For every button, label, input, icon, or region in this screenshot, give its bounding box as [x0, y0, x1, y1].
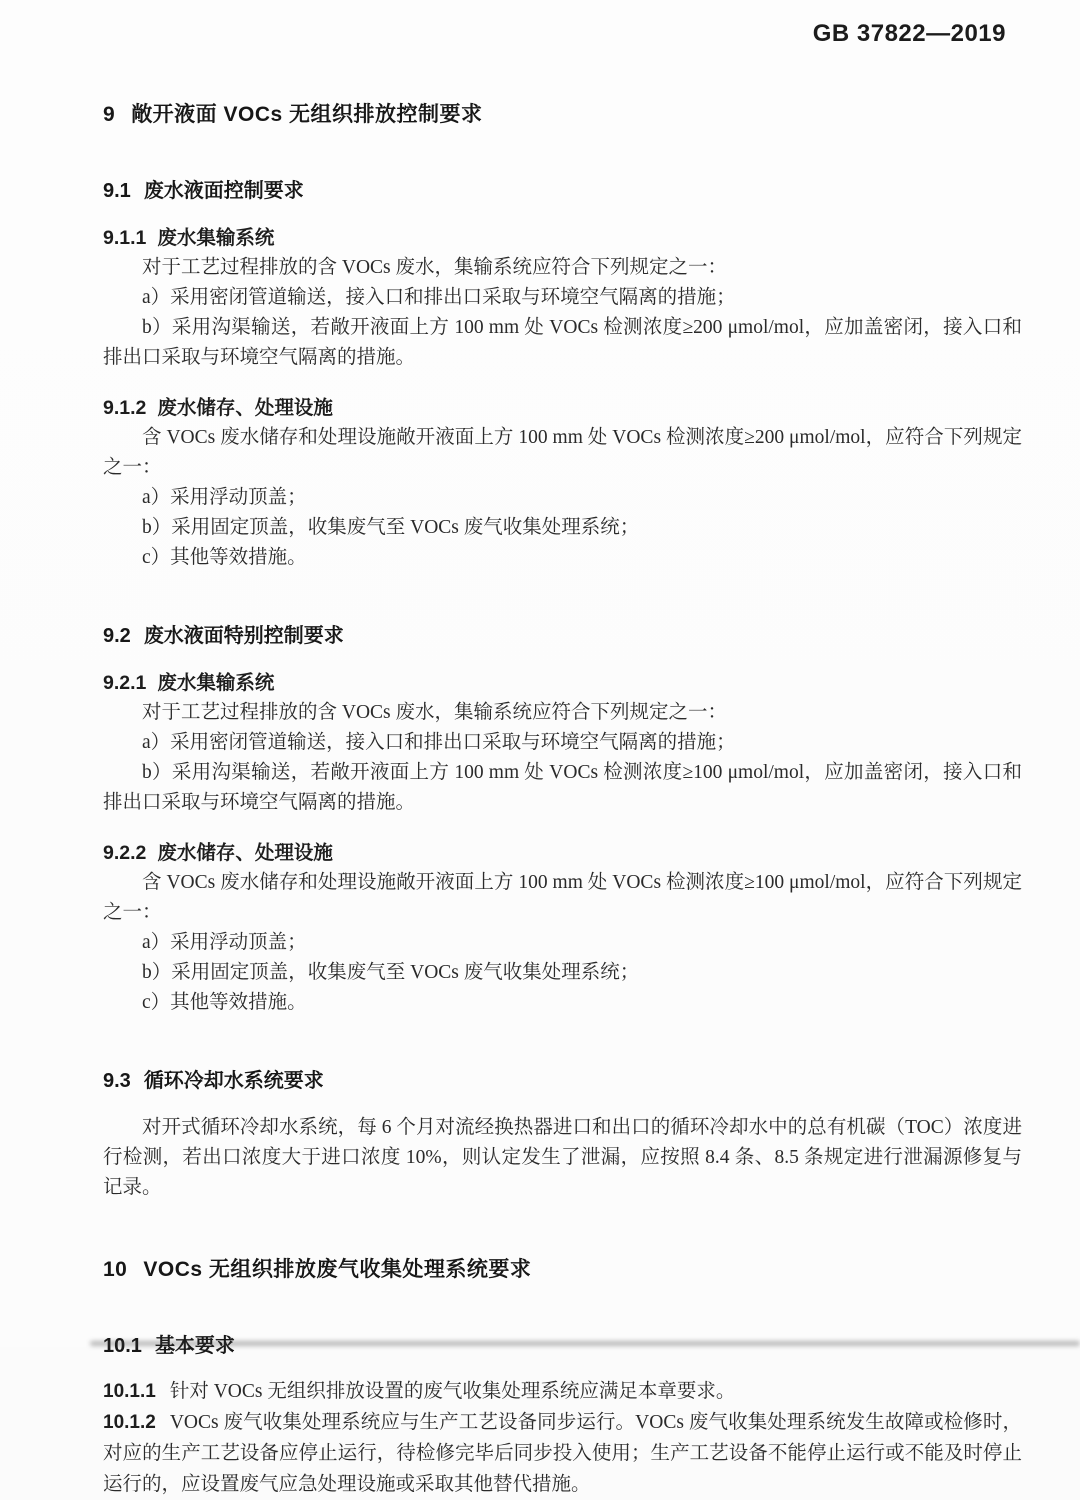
clause-text: 废水液面特别控制要求 [143, 625, 344, 647]
paragraph: c）其他等效措施。 [142, 992, 307, 1013]
clause-text: 废水储存、处理设施 [157, 842, 333, 864]
clause-text: VOCs 废气收集处理系统应与生产工艺设备同步运行。VOCs 废气收集处理系统发生故障或检修时，对应的生产工艺设备应停止运行，待检修完毕后同步投入使用；生产工艺设备不能停止运行或不能及时停止运行的，应设置废气应急处理设施或采取其他替代措施。 [103, 1412, 1022, 1495]
paragraph: 对于工艺过程排放的含 VOCs 废水，集输系统应符合下列规定之一： [142, 702, 728, 723]
clause-number: 10.1.2 [103, 1412, 156, 1433]
clause-number: 9 [103, 103, 116, 126]
section-heading [103, 619, 1022, 648]
clause-number: 9.1.2 [103, 397, 147, 419]
paragraph: a）采用密闭管道输送，接入口和排出口采取与环境空气隔离的措施； [142, 732, 736, 753]
paragraph: a）采用浮动顶盖； [142, 932, 307, 953]
clause-heading [103, 667, 1022, 695]
clause-number: 10.1 [103, 1335, 142, 1357]
clause-heading [103, 392, 1022, 420]
clause-heading [103, 222, 1022, 250]
clause-number: 10 [103, 1258, 128, 1281]
clause-text: 废水集输系统 [157, 227, 275, 249]
paragraph: 含 VOCs 废水储存和处理设施敞开液面上方 100 mm 处 VOCs 检测浓度≥200 μmol/mol，应符合下列规定之一： [103, 427, 1022, 478]
clause-text: 基本要求 [154, 1335, 235, 1357]
standard-number: GB 37822—2019 [812, 20, 1006, 47]
clause-number: 9.2 [103, 625, 131, 647]
clause-text: 敞开液面 VOCs 无组织排放控制要求 [131, 103, 483, 126]
clause-number: 9.2.2 [103, 842, 147, 864]
paragraph: b）采用沟渠输送，若敞开液面上方 100 mm 处 VOCs 检测浓度≥200 μmol/mol，应加盖密闭，接入口和排出口采取与环境空气隔离的措施。 [103, 317, 1022, 368]
paragraph: b）采用固定顶盖，收集废气至 VOCs 废气收集处理系统； [142, 517, 640, 538]
clause-text: 循环冷却水系统要求 [143, 1070, 324, 1092]
section-heading [103, 1064, 1022, 1093]
clause-number: 9.1.1 [103, 227, 147, 249]
clause-text: 废水储存、处理设施 [157, 397, 333, 419]
paragraph: b）采用沟渠输送，若敞开液面上方 100 mm 处 VOCs 检测浓度≥100 μmol/mol，应加盖密闭，接入口和排出口采取与环境空气隔离的措施。 [103, 762, 1022, 813]
chapter-heading [103, 1253, 1022, 1283]
clause-text: VOCs 无组织排放废气收集处理系统要求 [143, 1258, 532, 1281]
section-heading [103, 174, 1022, 203]
paragraph: a）采用浮动顶盖； [142, 487, 307, 508]
paragraph: c）其他等效措施。 [142, 547, 307, 568]
clause-heading [103, 837, 1022, 865]
paragraph: a）采用密闭管道输送，接入口和排出口采取与环境空气隔离的措施； [142, 287, 736, 308]
clause-text: 针对 VOCs 无组织排放设置的废气收集处理系统应满足本章要求。 [169, 1381, 736, 1402]
clause-paragraph [103, 1407, 1022, 1500]
paragraph: b）采用固定顶盖，收集废气至 VOCs 废气收集处理系统； [142, 962, 640, 983]
scan-edge-shadow [90, 1341, 1080, 1346]
clause-text: 废水集输系统 [157, 672, 275, 694]
document-body [103, 98, 1022, 1500]
clause-number: 9.2.1 [103, 672, 147, 694]
paragraph: 对于工艺过程排放的含 VOCs 废水，集输系统应符合下列规定之一： [142, 257, 728, 278]
paragraph: 对开式循环冷却水系统，每 6 个月对流经换热器进口和出口的循环冷却水中的总有机碳（TOC）浓度进行检测，若出口浓度大于进口浓度 10%，则认定发生了泄漏，应按照 8.4 条、8.5 条规定进行泄漏源修复与记录。 [103, 1117, 1022, 1198]
clause-number: 9.3 [103, 1070, 131, 1092]
clause-number: 9.1 [103, 180, 131, 202]
clause-paragraph [103, 1376, 1022, 1407]
clause-number: 10.1.1 [103, 1381, 156, 1402]
chapter-heading [103, 98, 1022, 128]
clause-text: 废水液面控制要求 [143, 180, 304, 202]
paragraph: 含 VOCs 废水储存和处理设施敞开液面上方 100 mm 处 VOCs 检测浓度≥100 μmol/mol，应符合下列规定之一： [103, 872, 1022, 923]
